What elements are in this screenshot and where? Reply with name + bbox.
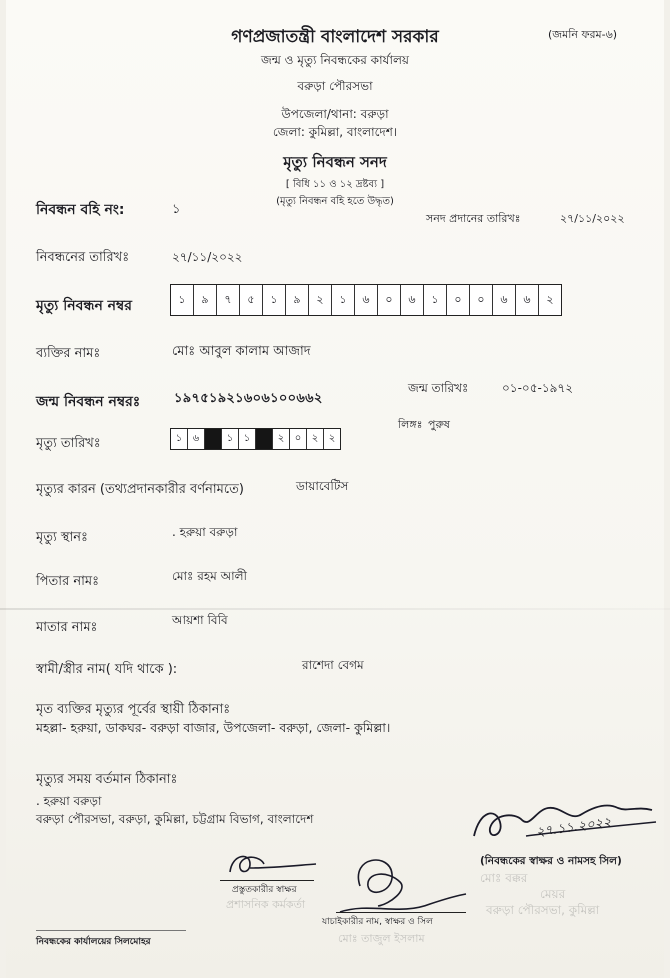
death-reg-no-digit: ৬ (493, 285, 516, 315)
registration-date-label: নিবন্ধনের তারিখঃ (36, 250, 130, 265)
death-reg-no-digit: ২ (546, 292, 554, 306)
cause-label: মৃত্যুর কারন (তথ্যপ্রদানকারীর বর্ণনামতে) (36, 482, 244, 497)
verifier-caption: যাচাইকারীর নাম, স্বাক্ষর ও সিল (322, 917, 433, 927)
current-address-label: মৃত্যুর সময় বর্তমান ঠিকানাঃ (36, 772, 178, 787)
paper-fold-line (0, 608, 670, 610)
verifier-signature (330, 846, 470, 922)
father-value: মোঃ রহম আলী (172, 569, 247, 583)
preparer-stamp: প্রশাসনিক কর্মকর্তা (226, 898, 306, 911)
death-reg-no-digit: ৯ (286, 285, 309, 315)
death-reg-no-digit: ৫ (240, 285, 263, 315)
preparer-caption: প্রস্তুতকারীর স্বাক্ষর (232, 885, 297, 895)
current-address-line2: বরুড়া পৌরসভা, বরুড়া, কুমিল্লা, চট্টগ্রাম বিভাগ, বাংলাদেশ (36, 812, 314, 826)
office-title: জন্ম ও মৃত্যু নিবন্ধকের কার্যালয় (261, 53, 409, 67)
death-reg-no-digit: ২ (309, 285, 332, 315)
death-date-label: মৃত্যু তারিখঃ (36, 436, 101, 451)
registrar-stamp-office: বরুড়া পৌরসভা, কুমিল্লা (486, 903, 600, 917)
death-reg-no-digit: ৯ (194, 285, 217, 315)
name-label: ব্যক্তির নামঃ (36, 346, 101, 361)
register-book-label: নিবন্ধন বহি নং: (36, 202, 125, 218)
office-seal-caption: নিবন্ধকের কার্যালয়ের সিলমোহর (36, 937, 151, 947)
verifier-signature-line (336, 912, 466, 913)
preparer-signature (220, 846, 320, 882)
death-date-digit: ২ (307, 429, 324, 449)
death-date-digit: ১ (222, 429, 239, 449)
registrar-stamp-title: মেয়র (540, 887, 566, 901)
death-reg-no-digit: ০ (447, 285, 470, 315)
death-date-digit: ১ (171, 429, 188, 449)
registration-date-value: ২৭/১১/২০২২ (172, 250, 243, 264)
death-date-digit: ১ (239, 429, 256, 449)
birth-date-value: ০১-০৫-১৯৭২ (502, 381, 574, 395)
death-date-boxes (170, 428, 341, 450)
register-book-value: ১ (172, 202, 181, 217)
current-address-line1: . হরুয়া বরুড়া (36, 794, 102, 808)
gender-label: লিঙ্গঃ (398, 418, 423, 431)
issue-date-value: ২৭/১১/২০২২ (560, 212, 625, 225)
death-reg-no-digit: ৬ (516, 285, 539, 315)
death-reg-no-digit: ১ (332, 285, 355, 315)
extract-note: (মৃত্যু নিবন্ধন বহি হতে উদ্ধৃত) (276, 196, 394, 207)
office-seal-line (36, 930, 186, 931)
death-date-digit: ০ (290, 429, 307, 449)
death-reg-no-digit: ৭ (217, 285, 240, 315)
preparer-signature-line (220, 880, 314, 881)
district-line: জেলা: কুমিল্লা, বাংলাদেশ। (272, 125, 398, 139)
registrar-handwritten-date: ২৭.১১.২০২২ (535, 814, 613, 841)
form-tag: (জমনি ফরম-৬) (548, 28, 618, 41)
verifier-stamp: মোঃ তাজুল ইসলাম (338, 932, 425, 945)
death-reg-no-label: মৃত্যু নিবন্ধন নম্বর (36, 298, 132, 314)
issue-date-label: সনদ প্রদানের তারিখঃ (426, 212, 521, 225)
birth-date-label: জন্ম তারিখঃ (408, 381, 469, 395)
death-reg-no-digit: ১ (263, 285, 286, 315)
death-date-separator (256, 429, 273, 449)
upazila-line: উপজেলা/থানা: বরুড়া (281, 107, 389, 121)
permanent-address-label: মৃত ব্যক্তির মৃত্যুর পূর্বের স্থায়ী ঠিকানাঃ (36, 702, 231, 717)
death-date-digit: ২ (328, 432, 336, 444)
place-value: . হরুয়া বরুড়া (172, 525, 238, 539)
gender-value: পুরুষ (428, 418, 450, 431)
death-date-digit: ৬ (188, 429, 205, 449)
death-reg-no-digit: ০ (378, 285, 401, 315)
death-reg-no-boxes (170, 284, 562, 316)
death-date-digit: ২ (273, 429, 290, 449)
death-reg-no-digit: ০ (470, 285, 493, 315)
permanent-address-value: মহল্লা- হরুয়া, ডাকঘর- বরুড়া বাজার, উপজেলা- বরুড়া, জেলা- কুমিল্লা। (36, 720, 391, 735)
spouse-value: রাশেদা বেগম (302, 658, 364, 672)
death-reg-no-digit: ৬ (355, 285, 378, 315)
municipality-title: বরুড়া পৌরসভা (297, 79, 373, 93)
place-label: মৃত্যু স্থানঃ (36, 530, 88, 545)
name-value: মোঃ আবুল কালাম আজাদ (172, 344, 311, 359)
certificate-title: মৃত্যু নিবন্ধন সনদ (283, 153, 387, 171)
father-label: পিতার নামঃ (36, 574, 100, 589)
rule-reference: [ বিধি ১১ ও ১২ দ্রষ্টব্য ] (285, 179, 385, 190)
registrar-caption: (নিবন্ধকের স্বাক্ষর ও নামসহ সিল) (480, 855, 622, 867)
mother-label: মাতার নামঃ (36, 620, 98, 635)
mother-value: আয়শা বিবি (172, 613, 228, 627)
death-reg-no-digit: ১ (424, 285, 447, 315)
death-date-separator (205, 429, 222, 449)
registrar-stamp-name: মোঃ বক্কর (480, 871, 528, 885)
death-reg-no-digit: ৬ (401, 285, 424, 315)
cause-value: ডায়াবেটিস (296, 479, 349, 493)
birth-reg-no-label: জন্ম নিবন্ধন নম্বরঃ (36, 394, 141, 410)
spouse-label: স্বামী/স্ত্রীর নাম( যদি থাকে ): (36, 662, 178, 677)
birth-reg-no-value: ১৯৭৫১৯২১৬০৬১০০৬৬২ (174, 391, 323, 406)
death-reg-no-digit: ১ (171, 285, 194, 315)
government-title: গণপ্রজাতন্ত্রী বাংলাদেশ সরকার (231, 27, 439, 47)
